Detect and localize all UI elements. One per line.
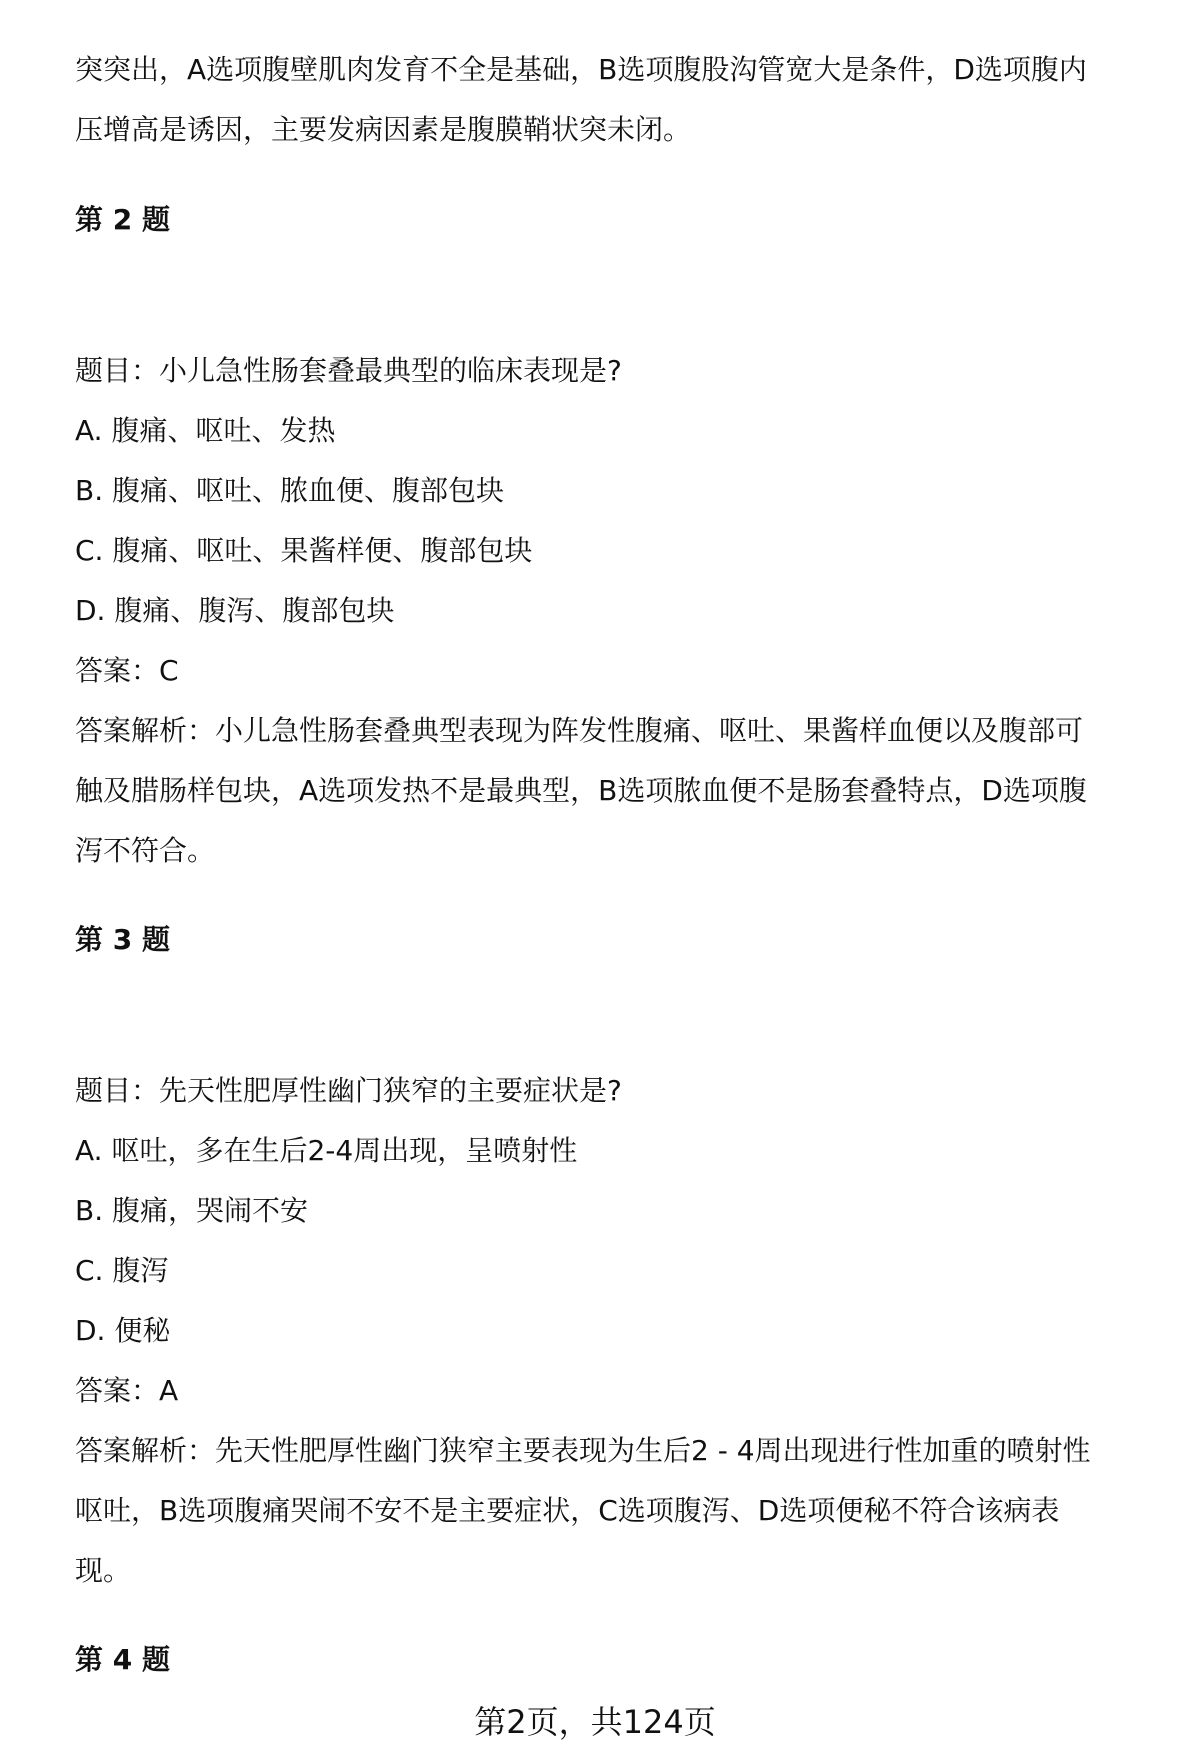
question-3-heading: 第 3 题: [75, 923, 170, 956]
question-3-option-a: A. 呕吐，多在生后2-4周出现，呈喷射性: [75, 1134, 578, 1167]
question-3-option-b: B. 腹痛，哭闹不安: [75, 1194, 309, 1227]
question-3-explanation-line-2: 呕吐，B选项腹痛哭闹不安不是主要症状，C选项腹泻、D选项便秘不符合该病表: [75, 1494, 1060, 1527]
question-2-explanation-line-1: 答案解析：小儿急性肠套叠典型表现为阵发性腹痛、呕吐、果酱样血便以及腹部可: [75, 714, 1084, 747]
question-2-explanation-line-3: 泻不符合。: [75, 834, 216, 867]
question-2-option-b: B. 腹痛、呕吐、脓血便、腹部包块: [75, 474, 505, 507]
explanation-continued-line-1: 突突出，A选项腹壁肌肉发育不全是基础，B选项腹股沟管宽大是条件，D选项腹内: [75, 53, 1087, 86]
page-number-footer: 第2页，共124页: [474, 1703, 716, 1741]
question-2-option-d: D. 腹痛、腹泻、腹部包块: [75, 594, 395, 627]
question-2-option-a: A. 腹痛、呕吐、发热: [75, 414, 336, 447]
question-3-stem: 题目：先天性肥厚性幽门狭窄的主要症状是?: [75, 1074, 622, 1107]
question-2-stem: 题目：小儿急性肠套叠最典型的临床表现是?: [75, 354, 622, 387]
question-2-answer: 答案：C: [75, 654, 179, 687]
question-2-heading: 第 2 题: [75, 203, 170, 236]
question-3-option-c: C. 腹泻: [75, 1254, 169, 1287]
question-3-answer: 答案：A: [75, 1374, 179, 1407]
question-2-explanation-line-2: 触及腊肠样包块，A选项发热不是最典型，B选项脓血便不是肠套叠特点，D选项腹: [75, 774, 1087, 807]
question-4-heading: 第 4 题: [75, 1643, 170, 1676]
question-3-explanation-line-1: 答案解析：先天性肥厚性幽门狭窄主要表现为生后2 - 4周出现进行性加重的喷射性: [75, 1434, 1091, 1467]
explanation-continued-line-2: 压增高是诱因，主要发病因素是腹膜鞘状突未闭。: [75, 113, 692, 146]
question-2-option-c: C. 腹痛、呕吐、果酱样便、腹部包块: [75, 534, 533, 567]
question-3-option-d: D. 便秘: [75, 1314, 171, 1347]
question-3-explanation-line-3: 现。: [75, 1554, 132, 1587]
